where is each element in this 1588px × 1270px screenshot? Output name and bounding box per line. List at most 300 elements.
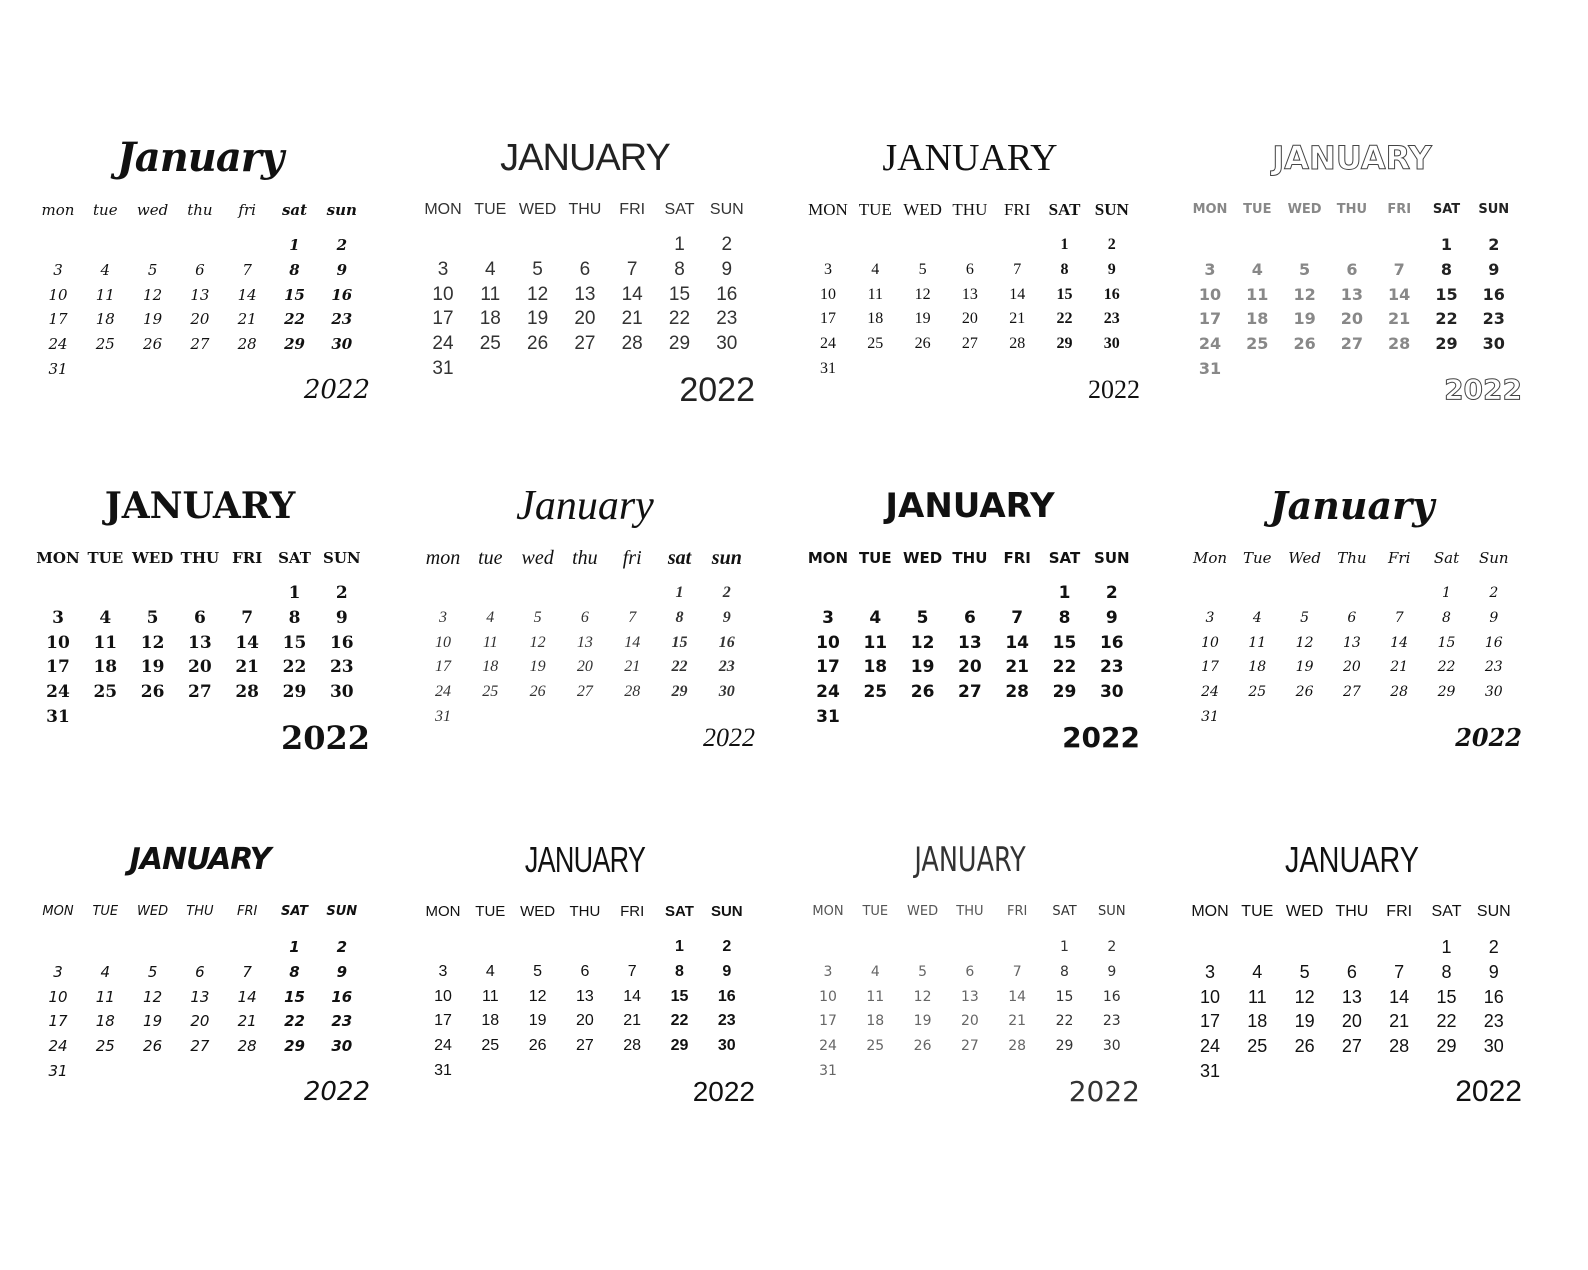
day-cell: 23 [1103, 310, 1120, 328]
day-cell: 14 [624, 633, 641, 651]
weekday-label: MON [808, 200, 848, 219]
day-cell: 29 [671, 683, 688, 701]
day-cell: 31 [1199, 1061, 1221, 1081]
day-cell: 12 [1293, 284, 1316, 304]
calendar-8 [1182, 478, 1522, 763]
day-cell: 13 [961, 285, 978, 303]
weekday-label: MON [42, 904, 74, 919]
weekday-label: Tue [1243, 549, 1272, 567]
day-cell: 22 [1055, 1013, 1074, 1030]
weekday-header [415, 198, 755, 222]
day-cell: 14 [1005, 632, 1030, 653]
weekday-label: SUN [1476, 903, 1511, 920]
day-cell: 26 [1293, 334, 1316, 354]
weekday-label: wed [521, 547, 554, 569]
weekday-header [415, 900, 755, 924]
day-cell: 11 [866, 988, 885, 1005]
day-cell: 11 [95, 285, 115, 304]
day-cell: 21 [1008, 1013, 1027, 1030]
day-cell: 3 [1205, 609, 1215, 626]
day-cell: 31 [435, 708, 451, 725]
weekday-label: THU [568, 201, 602, 218]
month-title: JANUARY [914, 840, 1026, 880]
day-cell: 24 [432, 333, 454, 355]
day-cell: 7 [1011, 607, 1024, 628]
day-cell: 10 [1201, 634, 1219, 651]
calendar-11 [800, 832, 1140, 1117]
day-cell: 22 [668, 308, 691, 330]
day-cell: 5 [147, 260, 158, 279]
day-cell: 17 [1199, 1011, 1221, 1032]
day-cell: 19 [910, 657, 935, 678]
day-cell: 8 [675, 608, 684, 626]
day-cell: 25 [481, 1037, 500, 1055]
day-cell: 12 [529, 633, 546, 651]
day-cell: 31 [1198, 359, 1222, 378]
day-cell: 10 [48, 987, 68, 1006]
day-cell: 27 [1340, 334, 1364, 354]
weekday-label: SAT [280, 904, 309, 919]
day-cell: 28 [623, 1037, 642, 1055]
day-cell: 8 [675, 962, 684, 980]
day-cell: 14 [621, 283, 643, 305]
day-cell: 15 [671, 633, 688, 651]
year-label: 2022 [303, 1077, 370, 1107]
day-cell: 8 [289, 962, 300, 981]
day-cell: 2 [722, 584, 731, 601]
day-cell: 28 [1005, 682, 1030, 703]
weekday-header [415, 546, 755, 570]
day-cell: 12 [528, 987, 547, 1005]
weekday-label: THU [956, 904, 984, 919]
day-cell: 27 [190, 1037, 210, 1056]
day-cell: 5 [146, 607, 159, 628]
day-cell: 22 [1052, 657, 1077, 678]
day-cell: 14 [1388, 284, 1411, 304]
day-cell: 9 [336, 260, 348, 279]
day-cell: 8 [1442, 609, 1451, 626]
weekday-label: THU [952, 200, 988, 219]
day-cell: 25 [479, 333, 501, 355]
day-cell: 6 [1347, 609, 1357, 626]
day-cell: 4 [100, 962, 111, 981]
day-cell: 3 [438, 962, 448, 980]
day-cell: 3 [1204, 961, 1215, 982]
day-cell: 23 [1483, 1011, 1504, 1032]
day-cell: 5 [533, 608, 542, 626]
day-cell: 8 [289, 260, 300, 279]
day-cell: 3 [823, 963, 833, 980]
weekday-label: FRI [1386, 903, 1413, 920]
day-cell: 25 [1248, 684, 1267, 701]
day-cell: 23 [1099, 657, 1124, 678]
weekday-label: fri [238, 201, 256, 219]
day-cell: 21 [624, 658, 641, 676]
weekday-label: TUE [858, 200, 892, 219]
day-cell: 16 [1099, 632, 1124, 653]
day-cell: 5 [533, 962, 543, 980]
day-cell: 3 [824, 260, 832, 278]
day-cell: 10 [819, 988, 837, 1005]
day-cell: 28 [237, 335, 257, 354]
day-cell: 28 [1388, 334, 1411, 354]
day-cell: 27 [574, 333, 596, 355]
day-cell: 10 [820, 285, 836, 303]
day-cell: 9 [336, 962, 348, 981]
day-cell: 10 [1198, 284, 1222, 304]
day-cell: 11 [867, 285, 883, 303]
year-label: 2022 [692, 1076, 755, 1107]
day-cell: 2 [335, 583, 348, 603]
weekday-label: Wed [1288, 549, 1321, 567]
day-cell: 27 [188, 682, 212, 703]
day-cell: 15 [670, 987, 689, 1005]
day-cell: 20 [190, 1012, 210, 1031]
day-cell: 27 [1341, 1036, 1362, 1057]
day-cell: 16 [1103, 285, 1120, 303]
weekday-label: WED [520, 903, 556, 920]
weekday-label: SAT [1052, 904, 1077, 919]
weekday-label: SUN [709, 201, 744, 218]
weekday-label: SUN [1098, 904, 1126, 919]
month-title: January [1269, 483, 1435, 528]
day-cell: 21 [1390, 659, 1409, 676]
day-cell: 16 [1102, 988, 1121, 1005]
weekday-label: SAT [1048, 549, 1081, 567]
day-cell: 16 [331, 285, 353, 304]
year-label: 2022 [1455, 1075, 1522, 1108]
day-cell: 31 [1201, 709, 1219, 725]
weekday-label: TUE [862, 904, 889, 919]
day-cell: 20 [190, 310, 210, 329]
day-cell: 24 [435, 683, 451, 701]
day-cell: 4 [99, 607, 112, 628]
day-cell: 8 [674, 258, 685, 280]
day-cell: 28 [621, 333, 643, 355]
day-cell: 28 [237, 1037, 257, 1056]
day-cell: 16 [718, 633, 735, 651]
weekday-label: WED [902, 549, 943, 567]
day-cell: 20 [576, 658, 593, 676]
day-cell: 10 [1199, 986, 1221, 1007]
day-cell: 14 [235, 632, 260, 653]
day-cell: 11 [863, 632, 888, 653]
day-cell: 7 [241, 607, 254, 628]
day-cell: 24 [48, 335, 68, 354]
day-cell: 15 [668, 283, 691, 305]
weekday-label: THU [180, 549, 220, 567]
day-cell: 1 [1060, 236, 1069, 253]
day-cell: 14 [1389, 986, 1410, 1007]
day-cell: 13 [960, 988, 979, 1005]
day-cell: 19 [140, 657, 165, 678]
weekday-label: wed [136, 201, 169, 219]
day-cell: 18 [95, 310, 115, 329]
weekday-label: tue [478, 547, 503, 569]
day-cell: 22 [670, 1012, 689, 1030]
day-cell: 22 [284, 1012, 305, 1031]
day-cell: 15 [284, 285, 305, 304]
day-cell: 2 [1489, 585, 1499, 601]
month-title: JANUARY [885, 486, 1055, 526]
weekday-label: tue [93, 201, 118, 219]
day-cell: 5 [1299, 961, 1310, 982]
weekday-label: FRI [619, 201, 646, 218]
calendar-2 [415, 130, 755, 415]
day-cell: 10 [48, 285, 68, 304]
day-cell: 21 [1005, 657, 1030, 678]
weekday-label: TUE [475, 903, 506, 920]
weekday-label: SUN [326, 904, 358, 919]
day-cell: 2 [336, 236, 348, 254]
day-cell: 20 [958, 657, 982, 678]
day-cell: 6 [580, 962, 590, 980]
year-label: 2022 [1455, 723, 1522, 752]
day-cell: 14 [1009, 285, 1026, 303]
day-cell: 25 [95, 1037, 115, 1056]
day-cell: 1 [674, 234, 685, 255]
day-cell: 29 [670, 1037, 689, 1055]
day-cell: 17 [48, 1012, 68, 1031]
day-cell: 30 [1102, 1038, 1121, 1055]
day-cell: 3 [1204, 259, 1216, 279]
day-cell: 1 [675, 938, 684, 955]
day-cell: 23 [329, 657, 354, 678]
day-cell: 22 [671, 658, 688, 676]
day-cell: 30 [1484, 684, 1503, 701]
day-cell: 21 [1388, 309, 1411, 329]
calendar-7 [800, 478, 1140, 763]
day-cell: 15 [1436, 986, 1457, 1007]
weekday-label: FRI [232, 549, 263, 567]
day-cell: 4 [1252, 609, 1262, 626]
day-cell: 6 [195, 260, 205, 279]
day-cell: 1 [289, 938, 300, 956]
day-cell: 11 [482, 633, 498, 651]
month-title: JANUARY [1272, 139, 1432, 177]
day-cell: 19 [1295, 659, 1314, 676]
weekday-label: sat [667, 547, 692, 569]
day-cell: 20 [574, 308, 596, 330]
day-cell: 17 [434, 1012, 452, 1030]
weekday-label: FRI [1003, 200, 1031, 219]
day-cell: 25 [95, 335, 115, 354]
day-cell: 18 [1246, 309, 1269, 329]
day-cell: 16 [1483, 986, 1504, 1007]
day-cell: 9 [1105, 607, 1118, 628]
year-label: 2022 [679, 371, 755, 409]
day-cell: 22 [282, 657, 307, 678]
day-cell: 10 [46, 632, 70, 653]
day-cell: 4 [870, 963, 880, 980]
day-cell: 4 [1251, 259, 1263, 279]
day-cell: 20 [1341, 1011, 1362, 1032]
day-cell: 11 [93, 632, 118, 653]
day-cell: 5 [532, 258, 543, 280]
weekday-label: TUE [858, 549, 892, 567]
weekday-label: WED [1285, 903, 1324, 920]
calendar-4 [1182, 130, 1522, 415]
day-cell: 25 [867, 335, 884, 353]
day-cell: 2 [722, 938, 732, 955]
day-cell: 22 [1437, 659, 1456, 676]
weekday-label: SAT [665, 903, 694, 920]
day-cell: 13 [1340, 284, 1364, 304]
year-label: 2022 [1088, 375, 1140, 404]
day-cell: 5 [147, 962, 158, 981]
weekday-label: FRI [1003, 549, 1031, 567]
day-cell: 27 [961, 335, 978, 353]
day-cell: 12 [910, 632, 935, 653]
day-cell: 22 [1435, 309, 1458, 329]
day-cell: 27 [1342, 684, 1361, 701]
day-cell: 15 [1437, 634, 1456, 651]
weekday-label: SUN [322, 549, 361, 567]
day-cell: 30 [329, 682, 354, 703]
day-cell: 15 [1056, 285, 1073, 303]
month-title: January [516, 483, 654, 529]
day-cell: 29 [1436, 1036, 1457, 1057]
weekday-label: MON [36, 549, 80, 567]
day-cell: 29 [1056, 335, 1073, 353]
day-cell: 11 [95, 987, 115, 1006]
day-cell: 17 [1201, 659, 1219, 676]
weekday-label: WED [1287, 202, 1322, 217]
day-cell: 17 [48, 310, 68, 329]
weekday-label: SAT [664, 201, 695, 218]
calendar-10 [415, 832, 755, 1117]
weekday-label: Fri [1387, 549, 1411, 567]
day-cell: 11 [1246, 284, 1269, 304]
year-label: 2022 [303, 375, 370, 405]
day-cell: 29 [1055, 1038, 1074, 1055]
day-cell: 1 [1058, 583, 1071, 603]
day-cell: 2 [1107, 236, 1116, 253]
day-cell: 25 [93, 682, 118, 703]
weekday-label: TUE [1243, 202, 1272, 217]
day-cell: 9 [721, 258, 733, 280]
year-label: 2022 [1444, 373, 1522, 406]
day-cell: 6 [1346, 961, 1357, 982]
day-cell: 2 [1105, 583, 1118, 603]
weekday-label: WED [137, 904, 169, 919]
day-cell: 16 [331, 987, 353, 1006]
day-cell: 6 [963, 607, 976, 628]
day-cell: 13 [190, 987, 210, 1006]
day-cell: 27 [190, 335, 210, 354]
day-cell: 21 [237, 310, 257, 329]
day-cell: 4 [1252, 961, 1263, 982]
day-cell: 30 [716, 333, 738, 355]
day-cell: 4 [869, 607, 882, 628]
weekday-label: MON [812, 904, 844, 919]
day-cell: 7 [626, 258, 638, 280]
weekday-header [800, 546, 1140, 570]
day-cell: 9 [1107, 963, 1117, 980]
day-cell: 13 [190, 285, 210, 304]
year-label: 2022 [1068, 1075, 1140, 1108]
day-cell: 16 [1482, 284, 1505, 304]
month-title: JANUARY [1285, 839, 1419, 880]
day-cell: 6 [1346, 259, 1358, 279]
day-cell: 4 [486, 608, 495, 626]
day-cell: 2 [1488, 937, 1499, 957]
day-cell: 27 [958, 682, 982, 703]
weekday-label: SAT [1432, 202, 1461, 217]
day-cell: 13 [1342, 634, 1361, 651]
month-title: JANUARY [104, 485, 296, 527]
weekday-label: TUE [87, 549, 124, 567]
day-cell: 11 [1247, 986, 1267, 1007]
day-cell: 24 [434, 1037, 452, 1055]
day-cell: 31 [819, 1063, 837, 1079]
weekday-label: FRI [1387, 202, 1412, 217]
day-cell: 22 [1056, 310, 1073, 328]
day-cell: 30 [717, 1037, 736, 1055]
weekday-label: THU [952, 549, 988, 567]
day-cell: 16 [717, 987, 736, 1005]
day-cell: 29 [668, 333, 691, 355]
day-cell: 4 [871, 260, 880, 278]
day-cell: 25 [1246, 334, 1269, 354]
day-cell: 24 [46, 682, 70, 703]
day-cell: 23 [1484, 659, 1503, 676]
weekday-label: sun [711, 547, 742, 569]
month-title: JANUARY [500, 137, 670, 179]
day-cell: 12 [143, 285, 163, 304]
weekday-label: SUN [1094, 549, 1130, 567]
weekday-label: sun [326, 201, 357, 219]
day-cell: 18 [863, 657, 888, 678]
weekday-label: TUE [474, 201, 507, 218]
day-cell: 9 [722, 608, 731, 626]
day-cell: 24 [819, 1038, 837, 1055]
day-cell: 25 [866, 1038, 885, 1055]
day-cell: 6 [579, 258, 591, 280]
calendar-9 [30, 832, 370, 1117]
day-cell: 14 [623, 987, 642, 1005]
day-cell: 26 [143, 1037, 163, 1056]
day-cell: 21 [621, 308, 643, 330]
day-cell: 27 [576, 683, 593, 701]
day-cell: 19 [1293, 309, 1316, 329]
day-cell: 7 [242, 260, 252, 279]
day-cell: 26 [913, 1038, 932, 1055]
day-cell: 29 [284, 335, 305, 354]
day-cell: 10 [434, 987, 452, 1005]
day-cell: 16 [329, 632, 354, 653]
day-cell: 17 [819, 1013, 837, 1030]
day-cell: 6 [965, 260, 974, 278]
year-label: 2022 [280, 719, 370, 757]
day-cell: 7 [1394, 609, 1404, 626]
day-cell: 15 [1052, 632, 1077, 653]
day-cell: 26 [140, 682, 165, 703]
day-cell: 18 [93, 657, 118, 678]
day-cell: 3 [822, 607, 834, 628]
day-cell: 20 [960, 1013, 979, 1030]
weekday-label: SAT [1048, 200, 1081, 219]
day-cell: 23 [331, 310, 353, 329]
day-cell: 25 [1247, 1036, 1268, 1057]
day-cell: 21 [623, 1012, 642, 1030]
day-cell: 24 [1199, 1036, 1221, 1057]
day-cell: 18 [479, 308, 501, 330]
calendar-5 [30, 478, 370, 763]
weekday-label: mon [425, 547, 461, 569]
day-cell: 15 [1055, 988, 1074, 1005]
day-cell: 1 [1440, 235, 1453, 254]
